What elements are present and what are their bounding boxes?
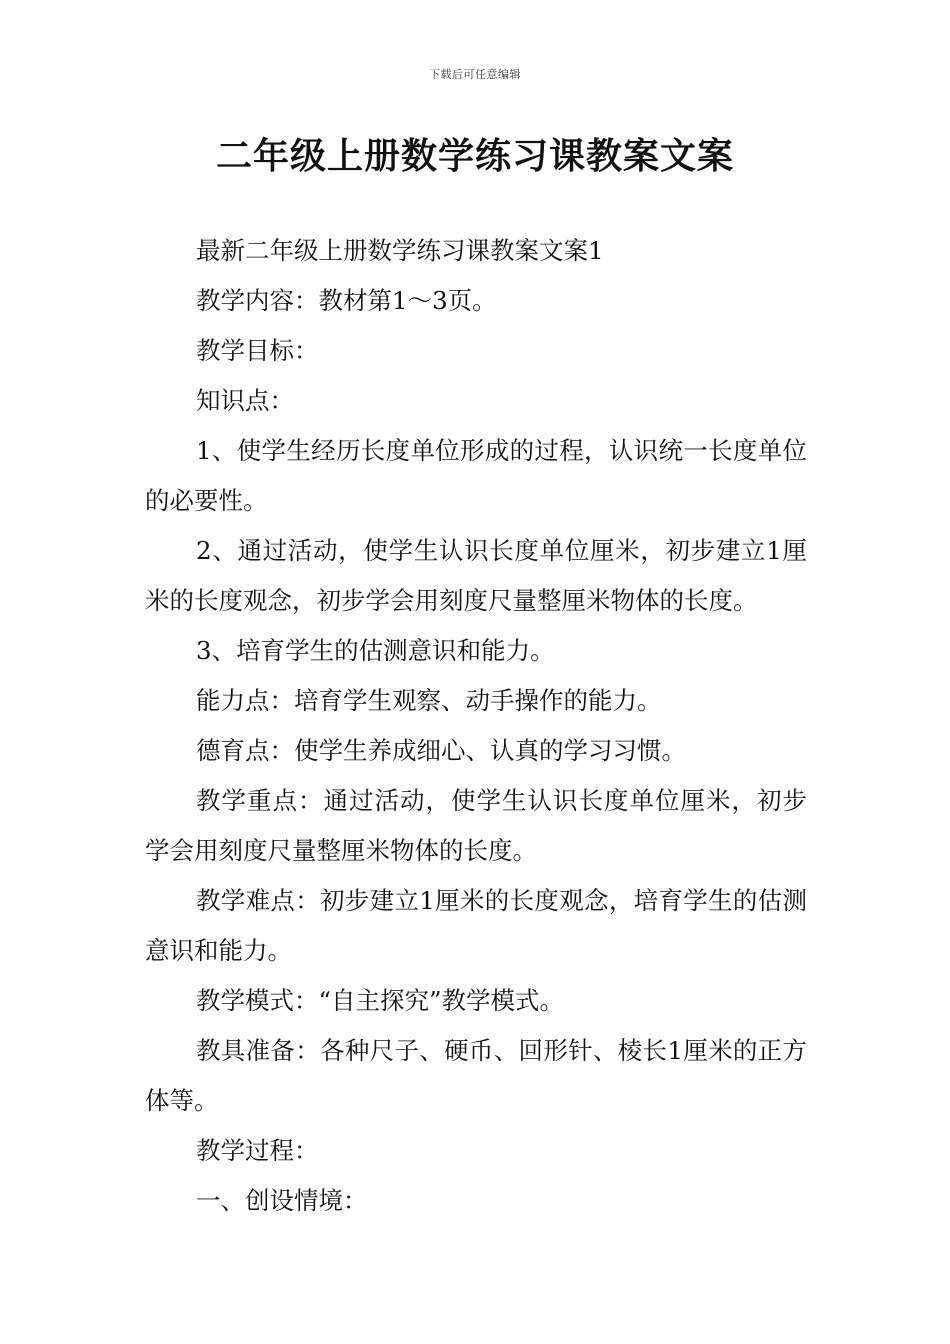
paragraph-teaching-content: 教学内容：教材第1～3页。 xyxy=(196,286,497,315)
paragraph-teaching-aids: 教具准备：各种尺子、硬币、回形针、棱长1厘米的正方体等。 xyxy=(145,1036,807,1115)
paragraph-difficulties: 教学难点：初步建立1厘米的长度观念，培育学生的估测意识和能力。 xyxy=(145,886,807,965)
paragraph-ability-points: 能力点：培育学生观察、动手操作的能力。 xyxy=(196,686,662,715)
document-title: 二年级上册数学练习课教案文案 xyxy=(215,135,734,177)
paragraph-subtitle: 最新二年级上册数学练习课教案文案1 xyxy=(196,236,604,265)
paragraph-teaching-mode: 教学模式：“自主探究”教学模式。 xyxy=(196,986,565,1015)
paragraph-goal-1: 1、使学生经历长度单位形成的过程，认识统一长度单位的必要性。 xyxy=(145,436,807,515)
header-note: 下载后可任意编辑 xyxy=(429,68,521,81)
paragraph-teaching-process: 教学过程： xyxy=(196,1136,319,1165)
paragraph-goal-2: 2、通过活动，使学生认识长度单位厘米，初步建立1厘米的长度观念，初步学会用刻度尺量整厘米物体的长度。 xyxy=(145,536,807,615)
paragraph-teaching-goals: 教学目标： xyxy=(196,336,319,365)
paragraph-key-points: 教学重点：通过活动，使学生认识长度单位厘米，初步学会用刻度尺量整厘米物体的长度。 xyxy=(145,786,807,865)
paragraph-moral-points: 德育点：使学生养成细心、认真的学习习惯。 xyxy=(196,736,686,765)
paragraph-knowledge-points: 知识点： xyxy=(196,386,294,415)
paragraph-goal-3: 3、培育学生的估测意识和能力。 xyxy=(196,636,555,665)
document-body xyxy=(145,226,807,1226)
paragraph-section-1: 一、创设情境： xyxy=(196,1186,368,1215)
